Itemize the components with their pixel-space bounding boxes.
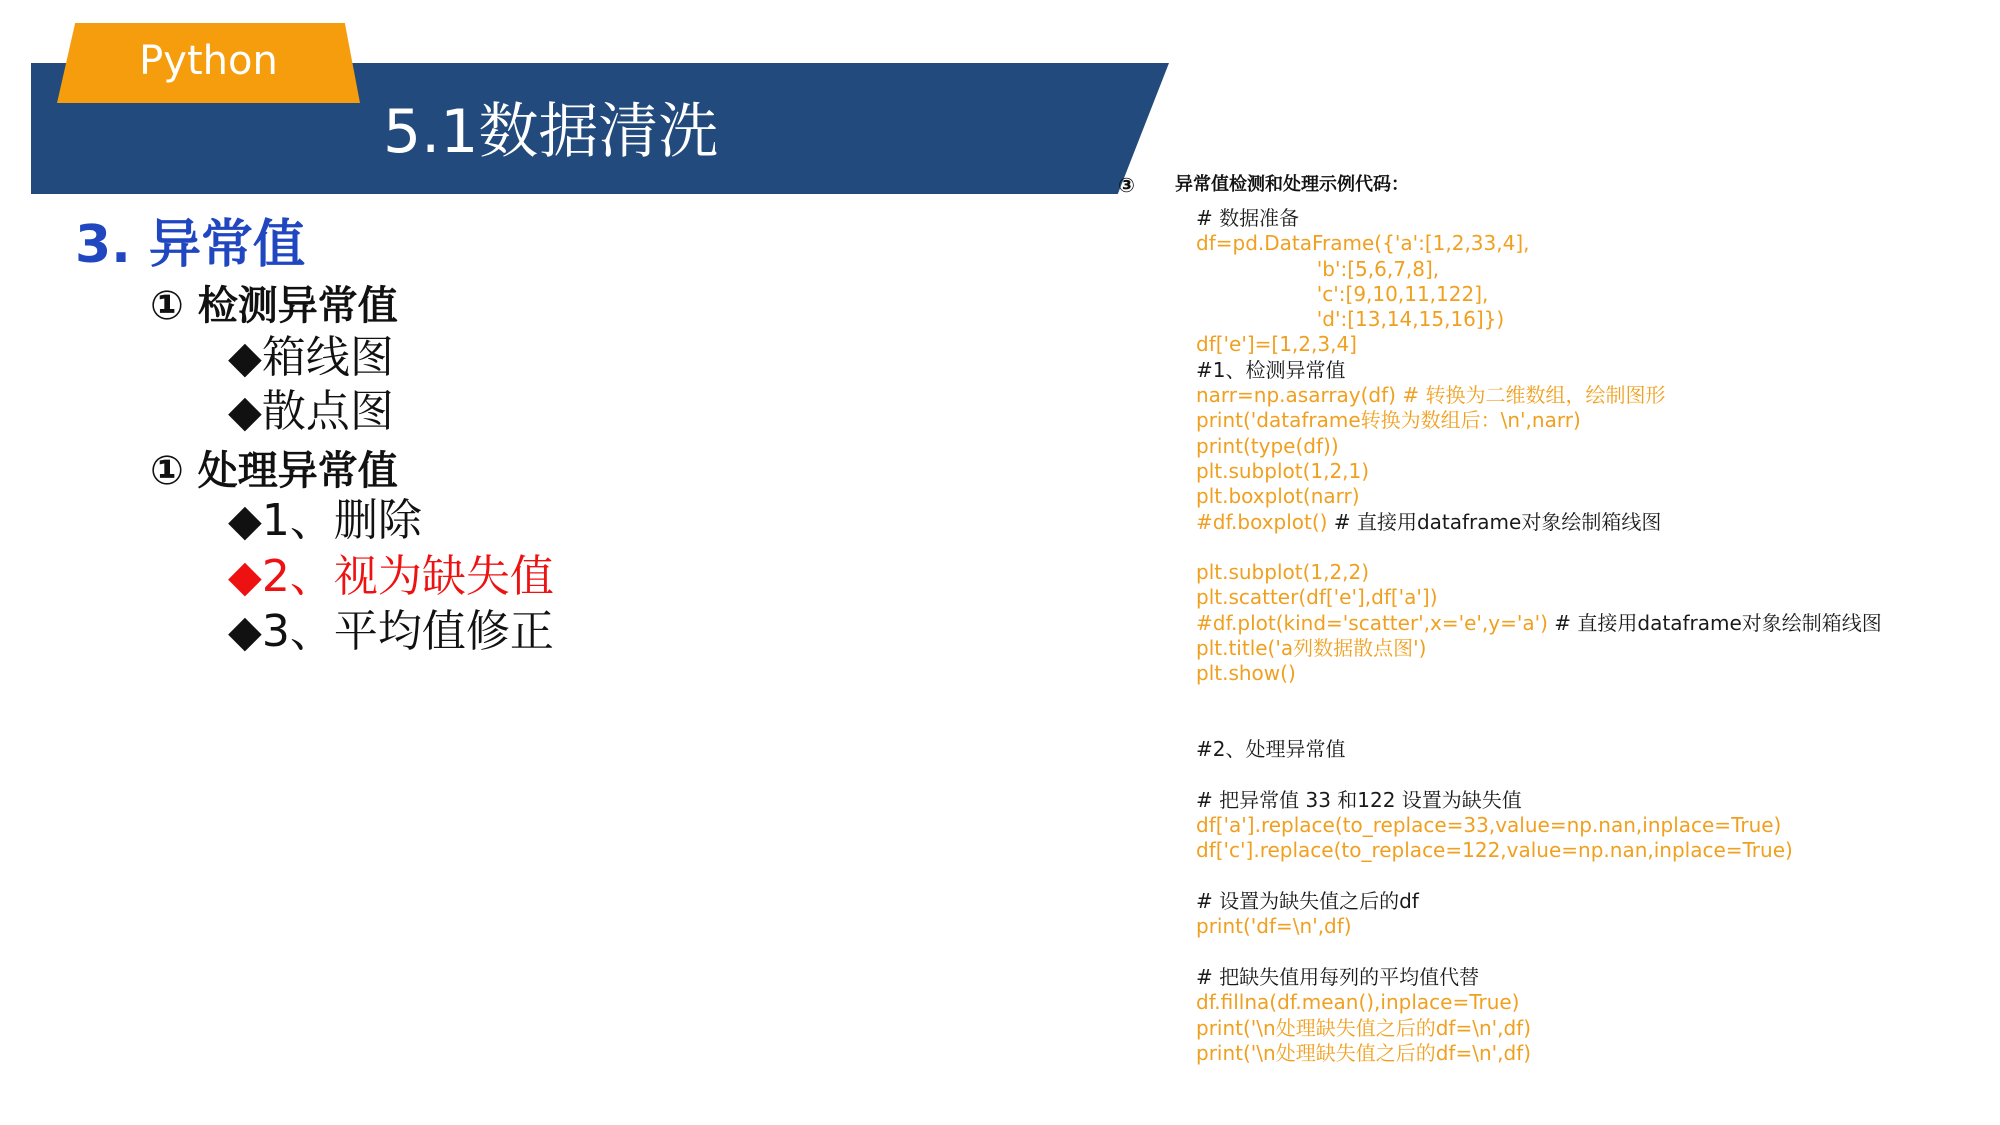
code-line bbox=[1196, 1016, 1882, 1041]
code-comment: # 把缺失值用每列的平均值代替 bbox=[1196, 964, 1480, 989]
code-text: 'b':[5,6,7,8], bbox=[1196, 256, 1440, 281]
code-line bbox=[1196, 408, 1882, 433]
code-text: plt.show() bbox=[1196, 661, 1296, 686]
outline-item-boxplot: ◆箱线图 bbox=[228, 332, 394, 383]
code-line bbox=[1196, 510, 1882, 535]
code-text: 'd':[13,14,15,16]}) bbox=[1196, 307, 1505, 332]
code-comment: #1、检测异常值 bbox=[1196, 357, 1346, 382]
code-text: #df.plot(kind='scatter',x='e',y='a') bbox=[1196, 610, 1555, 635]
code-line bbox=[1196, 206, 1882, 231]
outline-item-as-missing: ◆2、视为缺失值 bbox=[228, 551, 554, 602]
code-text: #df.boxplot() bbox=[1196, 509, 1334, 534]
section-heading: 3. 异常值 bbox=[75, 215, 306, 275]
code-line bbox=[1196, 788, 1882, 813]
code-line bbox=[1196, 763, 1882, 788]
code-line bbox=[1196, 585, 1882, 610]
code-heading: 异常值检测和处理示例代码： bbox=[1175, 174, 1409, 195]
code-line bbox=[1196, 459, 1882, 484]
code-text: 'c':[9,10,11,122], bbox=[1196, 281, 1489, 306]
outline-item-detect: ① 检测异常值 bbox=[150, 283, 398, 329]
code-text: df['a'].replace(to_replace=33,value=np.nan,inplace=True) bbox=[1196, 813, 1782, 838]
code-text: plt.subplot(1,2,2) bbox=[1196, 560, 1370, 585]
code-comment: # 数据准备 bbox=[1196, 206, 1300, 230]
slide-title: 5.1数据清洗 bbox=[383, 97, 719, 167]
code-line bbox=[1196, 737, 1882, 762]
code-block bbox=[1196, 206, 1882, 1066]
code-line bbox=[1196, 383, 1882, 408]
outline-item-handle: ① 处理异常值 bbox=[150, 448, 398, 494]
code-line bbox=[1196, 282, 1882, 307]
code-line bbox=[1196, 611, 1882, 636]
step-marker: ③ bbox=[1118, 173, 1135, 197]
code-comment: #2、处理异常值 bbox=[1196, 737, 1346, 762]
code-line bbox=[1196, 484, 1882, 509]
code-comment: # 直接用dataframe对象绘制箱线图 bbox=[1554, 610, 1882, 635]
code-text: df['c'].replace(to_replace=122,value=np.nan,inplace=True) bbox=[1196, 838, 1793, 863]
code-text: plt.scatter(df['e'],df['a']) bbox=[1196, 585, 1438, 610]
code-line bbox=[1196, 257, 1882, 282]
code-line bbox=[1196, 1041, 1882, 1066]
code-line bbox=[1196, 687, 1882, 712]
code-text: print('dataframe转换为数组后：\n',narr) bbox=[1196, 408, 1581, 433]
code-text: plt.subplot(1,2,1) bbox=[1196, 458, 1370, 483]
code-text: narr=np.asarray(df) # 转换为二维数组，绘制图形 bbox=[1196, 383, 1666, 408]
code-line bbox=[1196, 560, 1882, 585]
code-comment: # 直接用dataframe对象绘制箱线图 bbox=[1333, 509, 1662, 534]
code-line bbox=[1196, 307, 1882, 332]
code-text: df=pd.DataFrame({'a':[1,2,33,4], bbox=[1196, 231, 1530, 256]
code-line bbox=[1196, 990, 1882, 1015]
code-text: print('\n处理缺失值之后的df=\n',df) bbox=[1196, 1040, 1532, 1065]
code-line bbox=[1196, 661, 1882, 686]
code-line bbox=[1196, 838, 1882, 863]
code-comment: # 设置为缺失值之后的df bbox=[1196, 889, 1419, 914]
code-comment: # 把异常值 33 和122 设置为缺失值 bbox=[1196, 787, 1522, 812]
code-line bbox=[1196, 965, 1882, 990]
code-text: plt.boxplot(narr) bbox=[1196, 484, 1360, 509]
code-line bbox=[1196, 636, 1882, 661]
code-line bbox=[1196, 889, 1882, 914]
outline-item-scatter: ◆散点图 bbox=[228, 386, 394, 437]
code-line bbox=[1196, 914, 1882, 939]
code-text: df['e']=[1,2,3,4] bbox=[1196, 332, 1357, 357]
code-line bbox=[1196, 231, 1882, 256]
code-line bbox=[1196, 864, 1882, 889]
code-text: plt.title('a列数据散点图') bbox=[1196, 636, 1427, 661]
code-line bbox=[1196, 358, 1882, 383]
python-tab-label: Python bbox=[139, 38, 278, 84]
outline-item-delete: ◆1、删除 bbox=[228, 495, 422, 546]
code-line bbox=[1196, 813, 1882, 838]
code-line bbox=[1196, 434, 1882, 459]
code-text: print(type(df)) bbox=[1196, 433, 1339, 458]
code-line bbox=[1196, 712, 1882, 737]
code-text: print('\n处理缺失值之后的df=\n',df) bbox=[1196, 1015, 1532, 1040]
code-line bbox=[1196, 940, 1882, 965]
code-line bbox=[1196, 535, 1882, 560]
code-text: df.fillna(df.mean(),inplace=True) bbox=[1196, 990, 1520, 1015]
code-line bbox=[1196, 332, 1882, 357]
outline-item-mean-fix: ◆3、平均值修正 bbox=[228, 606, 554, 657]
code-text: print('df=\n',df) bbox=[1196, 914, 1352, 939]
